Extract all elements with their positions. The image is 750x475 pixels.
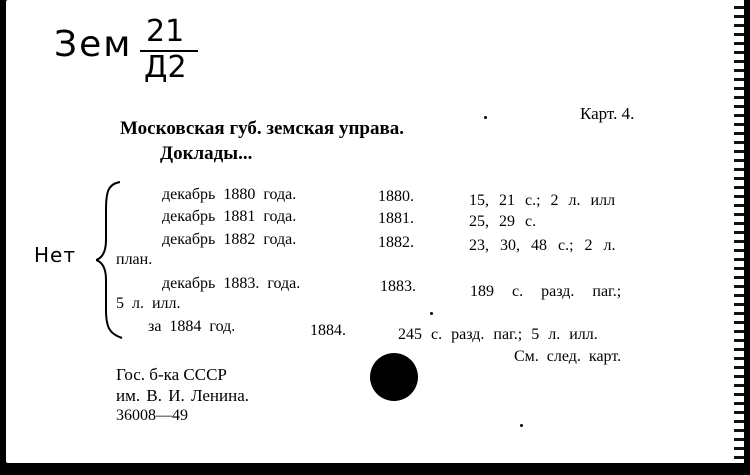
entry-period: декабрь 1883. года. (162, 275, 301, 292)
entry-continuation: план. (116, 251, 153, 268)
handwritten-classification: Зем (54, 24, 133, 65)
main-heading: Московская губ. земская управа. (120, 118, 404, 139)
entry-year: 1884. (310, 322, 346, 339)
entry-extent: 189 с. разд. паг.; (470, 283, 622, 300)
entry-extent: 245 с. разд. паг.; 5 л. илл. (398, 326, 598, 343)
handwritten-margin-note: Нет (34, 243, 76, 267)
entry-continuation: 5 л. илл. (116, 295, 181, 312)
see-also-note: См. след. карт. (514, 348, 622, 365)
catalog-card (6, 0, 744, 463)
shelfmark: 36008—49 (116, 407, 188, 424)
card-number: Карт. 4. (580, 104, 635, 123)
entry-year: 1880. (378, 188, 414, 205)
handwritten-fraction-top: 21 (146, 14, 185, 49)
entry-year: 1883. (380, 278, 416, 295)
entry-period: декабрь 1880 года. (162, 186, 297, 203)
library-name-line2: им. В. И. Ленина. (116, 386, 250, 405)
speck (484, 116, 487, 119)
handwritten-fraction-bottom: Д2 (144, 50, 187, 85)
entry-year: 1881. (378, 210, 414, 227)
entry-year: 1882. (378, 234, 414, 251)
entry-period: за 1884 год. (148, 318, 236, 335)
entry-extent: 25, 29 с. (469, 213, 537, 230)
entry-extent: 23, 30, 48 с.; 2 л. (469, 237, 616, 254)
entry-period: декабрь 1881 года. (162, 208, 297, 225)
library-name: Гос. б-ка СССР (116, 365, 227, 384)
speck (430, 312, 433, 315)
punch-hole (370, 353, 418, 401)
entry-period: декабрь 1882 года. (162, 231, 297, 248)
sub-heading: Доклады... (160, 143, 253, 164)
card-edge (734, 0, 744, 463)
speck (520, 424, 523, 427)
entry-extent: 15, 21 с.; 2 л. илл (469, 192, 616, 209)
